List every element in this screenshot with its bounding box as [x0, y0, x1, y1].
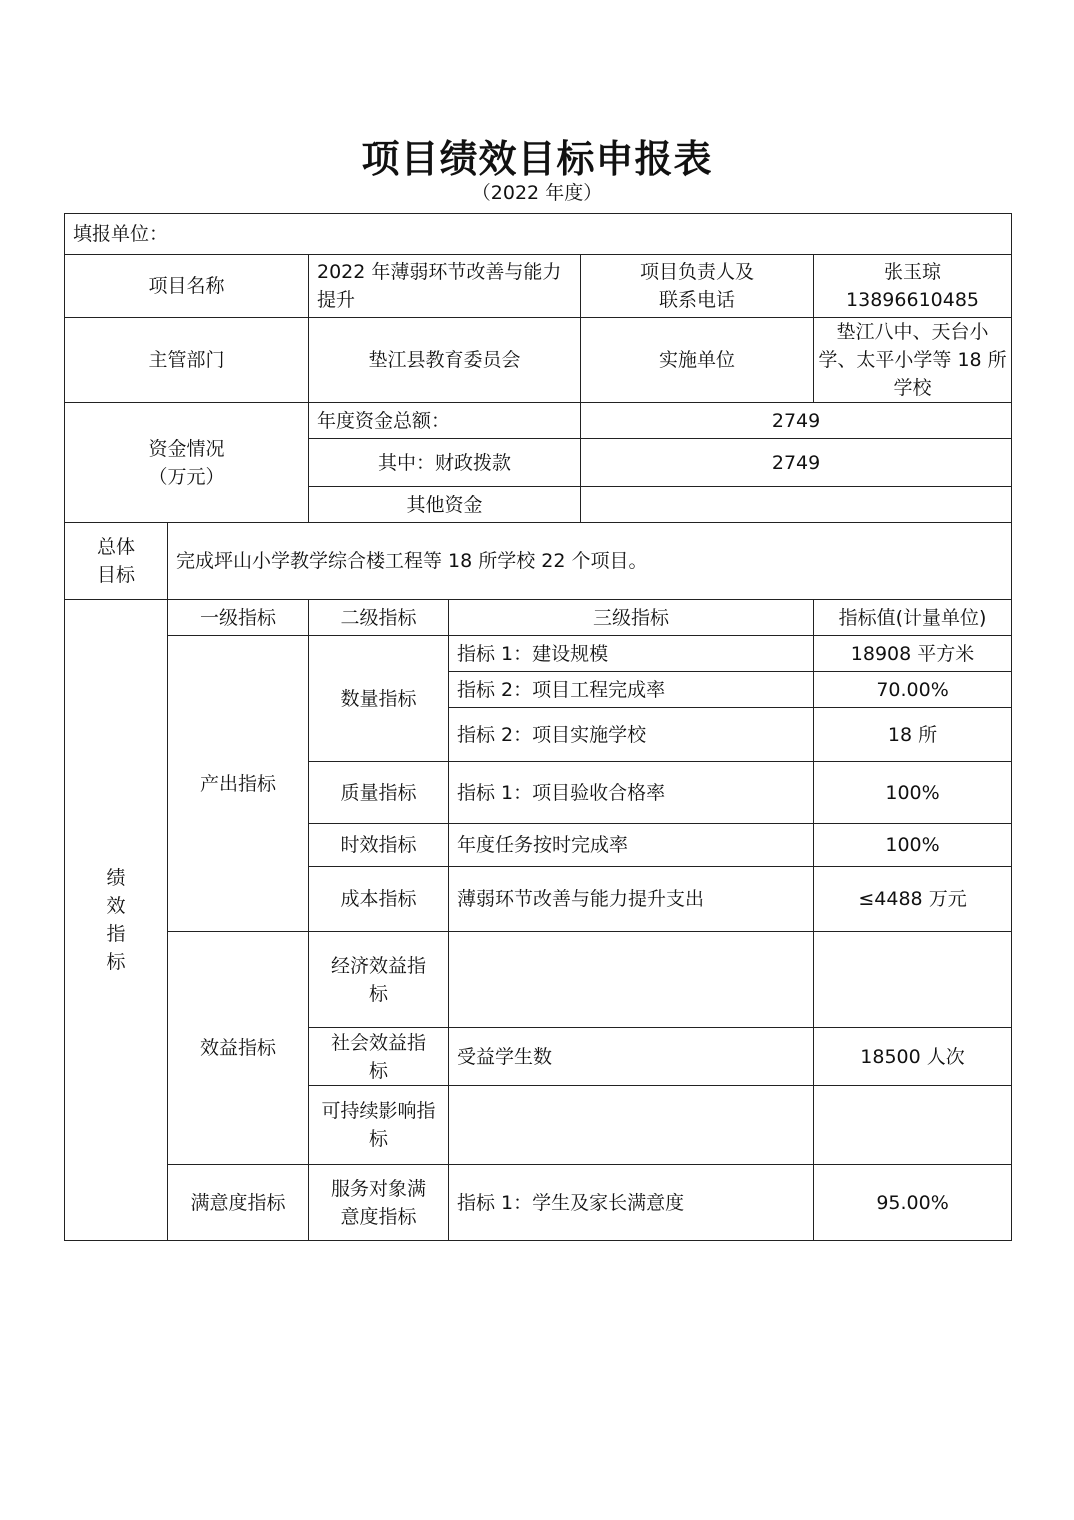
- funds-other-value: [581, 487, 1012, 523]
- fill-unit-label: 填报单位：: [65, 214, 1012, 255]
- performance-section-text: 绩效指标: [106, 867, 126, 973]
- q2-value: 70.00%: [814, 672, 1012, 708]
- dept-label: 主管部门: [65, 318, 309, 403]
- quality-name: 指标 1：项目验收合格率: [449, 762, 814, 824]
- q3-value: 18 所: [814, 708, 1012, 762]
- performance-goal-form: [64, 213, 1012, 1241]
- goal-label-text: 总体目标: [96, 536, 135, 586]
- funds-total-label: 年度资金总额：: [309, 403, 581, 439]
- social-value: 18500 人次: [814, 1028, 1012, 1086]
- project-name-value: 2022 年薄弱环节改善与能力提升: [309, 255, 581, 318]
- funds-fiscal-value: 2749: [581, 439, 1012, 487]
- cost-name: 薄弱环节改善与能力提升支出: [449, 867, 814, 932]
- service-label-text: 服务对象满意度指标: [330, 1177, 426, 1228]
- econ-label: [309, 932, 449, 1028]
- time-label: 时效指标: [309, 824, 449, 867]
- sat-name: 指标 1：学生及家长满意度: [449, 1165, 814, 1241]
- sustain-name: [449, 1086, 814, 1165]
- q1-value: 18908 平方米: [814, 636, 1012, 672]
- funds-fiscal-label: 其中：财政拨款: [309, 439, 581, 487]
- social-label-text: 社会效益指标: [330, 1031, 426, 1082]
- leader-label-text: 项目负责人及联系电话: [639, 261, 754, 311]
- leader-label: [581, 255, 814, 318]
- econ-value: [814, 932, 1012, 1028]
- impl-value: 垫江八中、天台小学、太平小学等 18 所学校: [814, 318, 1012, 403]
- output-label: 产出指标: [168, 636, 309, 932]
- quantity-label: 数量指标: [309, 636, 449, 762]
- page-title: 项目绩效目标申报表: [361, 137, 713, 181]
- service-label: [309, 1165, 449, 1241]
- econ-label-text: 经济效益指标: [330, 954, 426, 1005]
- leader-value: 张玉琼 13896610485: [814, 255, 1012, 318]
- dept-value: 垫江县教育委员会: [309, 318, 581, 403]
- q2-name: 指标 2：项目工程完成率: [449, 672, 814, 708]
- sat-value: 95.00%: [814, 1165, 1012, 1241]
- funds-label: [65, 403, 309, 523]
- project-name-label: 项目名称: [65, 255, 309, 318]
- quality-value: 100%: [814, 762, 1012, 824]
- performance-section-label: [65, 600, 168, 1241]
- time-value: 100%: [814, 824, 1012, 867]
- cost-value: ≤4488 万元: [814, 867, 1012, 932]
- header-level2: 二级指标: [309, 600, 449, 636]
- funds-label-text: 资金情况（万元）: [148, 437, 225, 488]
- header-level1: 一级指标: [168, 600, 309, 636]
- header-level3: 三级指标: [449, 600, 814, 636]
- social-name: 受益学生数: [449, 1028, 814, 1086]
- time-name: 年度任务按时完成率: [449, 824, 814, 867]
- funds-total-value: 2749: [581, 403, 1012, 439]
- sustain-value: [814, 1086, 1012, 1165]
- satisfaction-label: 满意度指标: [168, 1165, 309, 1241]
- sustain-label: [309, 1086, 449, 1165]
- q3-name: 指标 2：项目实施学校: [449, 708, 814, 762]
- social-label: [309, 1028, 449, 1086]
- goal-label: [65, 523, 168, 600]
- impl-label: 实施单位: [581, 318, 814, 403]
- q1-name: 指标 1：建设规模: [449, 636, 814, 672]
- econ-name: [449, 932, 814, 1028]
- quality-label: 质量指标: [309, 762, 449, 824]
- cost-label: 成本指标: [309, 867, 449, 932]
- sustain-label-text: 可持续影响指标: [321, 1100, 436, 1150]
- goal-value: 完成坪山小学教学综合楼工程等 18 所学校 22 个项目。: [168, 523, 1012, 600]
- benefit-label: 效益指标: [168, 932, 309, 1165]
- header-value: 指标值(计量单位): [814, 600, 1012, 636]
- funds-other-label: 其他资金: [309, 487, 581, 523]
- page-subtitle: （2022 年度）: [471, 182, 603, 204]
